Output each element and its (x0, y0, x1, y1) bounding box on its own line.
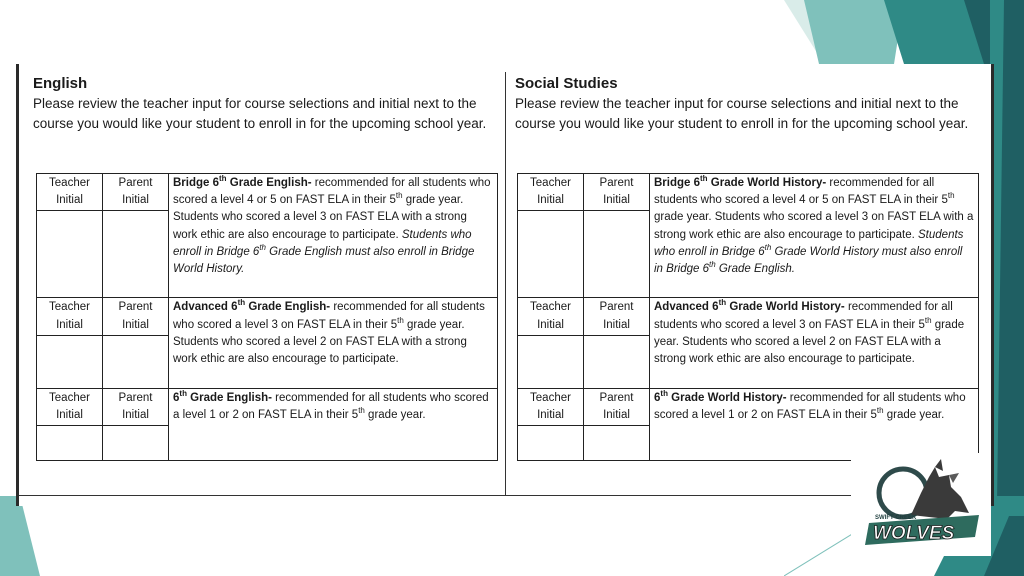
course-name: Bridge 6th Grade English- (173, 174, 312, 189)
parent-initial-field[interactable] (584, 335, 650, 388)
teacher-initial-field[interactable] (37, 426, 103, 461)
parent-initial-field[interactable] (103, 335, 169, 388)
theme-decoration-bottom-left (0, 496, 60, 576)
teacher-initial-header: Teacher Initial (518, 388, 584, 425)
theme-decoration-right-band (990, 0, 1024, 576)
column-divider (505, 72, 506, 496)
parent-initial-header: Parent Initial (584, 298, 650, 335)
course-name: Bridge 6th Grade World History- (654, 174, 827, 189)
teacher-initial-header: Teacher Initial (37, 298, 103, 335)
parent-initial-field[interactable] (584, 426, 650, 461)
parent-initial-header: Parent Initial (584, 388, 650, 425)
teacher-initial-field[interactable] (37, 211, 103, 298)
teacher-initial-field[interactable] (518, 426, 584, 461)
course-name: 6th Grade World History- (654, 388, 787, 404)
theme-decoration-top-right (784, 0, 1024, 64)
course-name: Advanced 6th Grade English- (173, 298, 331, 314)
social-studies-heading: Social Studies (515, 75, 618, 92)
course-selection-document (16, 64, 994, 506)
course-description: Bridge 6th Grade World History- recommended for all students who scored a level 4 or 5 on FAST ELA in their 5th grade year. Students who scored a level 3 on FAST ELA with a strong work ethic are also encourage to participate. Students who enroll in Bridge 6th Grade World History must also enroll in Bridge 6th Grade English. (650, 174, 979, 298)
teacher-initial-header: Teacher Initial (518, 174, 584, 211)
teacher-initial-header: Teacher Initial (518, 298, 584, 335)
english-instructions: Please review the teacher input for course selections and initial next to the course you would like your student to enroll in for the upcoming school year. (33, 96, 487, 131)
teacher-initial-header: Teacher Initial (37, 174, 103, 211)
parent-initial-header: Parent Initial (103, 298, 169, 335)
course-name: 6th Grade English- (173, 388, 272, 404)
social-studies-course-table (517, 173, 979, 461)
social-studies-section (515, 74, 985, 134)
teacher-initial-field[interactable] (37, 335, 103, 388)
teacher-initial-field[interactable] (518, 211, 584, 298)
parent-initial-field[interactable] (103, 426, 169, 461)
parent-initial-header: Parent Initial (103, 388, 169, 425)
course-description: Advanced 6th Grade English- recommended for all students who scored a level 3 on FAST ELA in their 5th grade year. Students who scored a level 2 on FAST ELA with a strong work ethic are also encourage to participate. (169, 298, 498, 388)
course-description: 6th Grade World History- recommended for all students who scored a level 1 or 2 on FAST ELA in their 5th grade year. (650, 388, 979, 460)
english-heading: English (33, 75, 88, 92)
course-description: Advanced 6th Grade World History- recommended for all students who scored a level 3 on FAST ELA in their 5th grade year. Students who scored a level 2 on FAST ELA with a strong work ethic are also encourage to participate. (650, 298, 979, 388)
logo-big-text: WOLVES (873, 523, 955, 544)
teacher-initial-header: Teacher Initial (37, 388, 103, 425)
social-studies-instructions: Please review the teacher input for course selections and initial next to the course you would like your student to enroll in for the upcoming school year. (515, 96, 969, 131)
wolf-mascot-icon (851, 453, 991, 556)
parent-initial-field[interactable] (103, 211, 169, 298)
logo-small-text: SWIFT CREEK (875, 515, 917, 521)
course-name: Advanced 6th Grade World History- (654, 298, 845, 314)
parent-initial-header: Parent Initial (103, 174, 169, 211)
parent-initial-field[interactable] (584, 211, 650, 298)
bottom-rule (19, 495, 991, 496)
teacher-initial-field[interactable] (518, 335, 584, 388)
english-course-table (36, 173, 498, 461)
english-section (33, 74, 503, 134)
course-description: 6th Grade English- recommended for all students who scored a level 1 or 2 on FAST ELA in their 5th grade year. (169, 388, 498, 460)
school-logo (851, 453, 991, 556)
course-description: Bridge 6th Grade English- recommended for all students who scored a level 4 or 5 on FAST ELA in their 5th grade year. Students who scored a level 3 on FAST ELA with a strong work ethic are also encourage to participate. Students who enroll in Bridge 6th Grade English must also enroll in Bridge World History. (169, 174, 498, 298)
parent-initial-header: Parent Initial (584, 174, 650, 211)
